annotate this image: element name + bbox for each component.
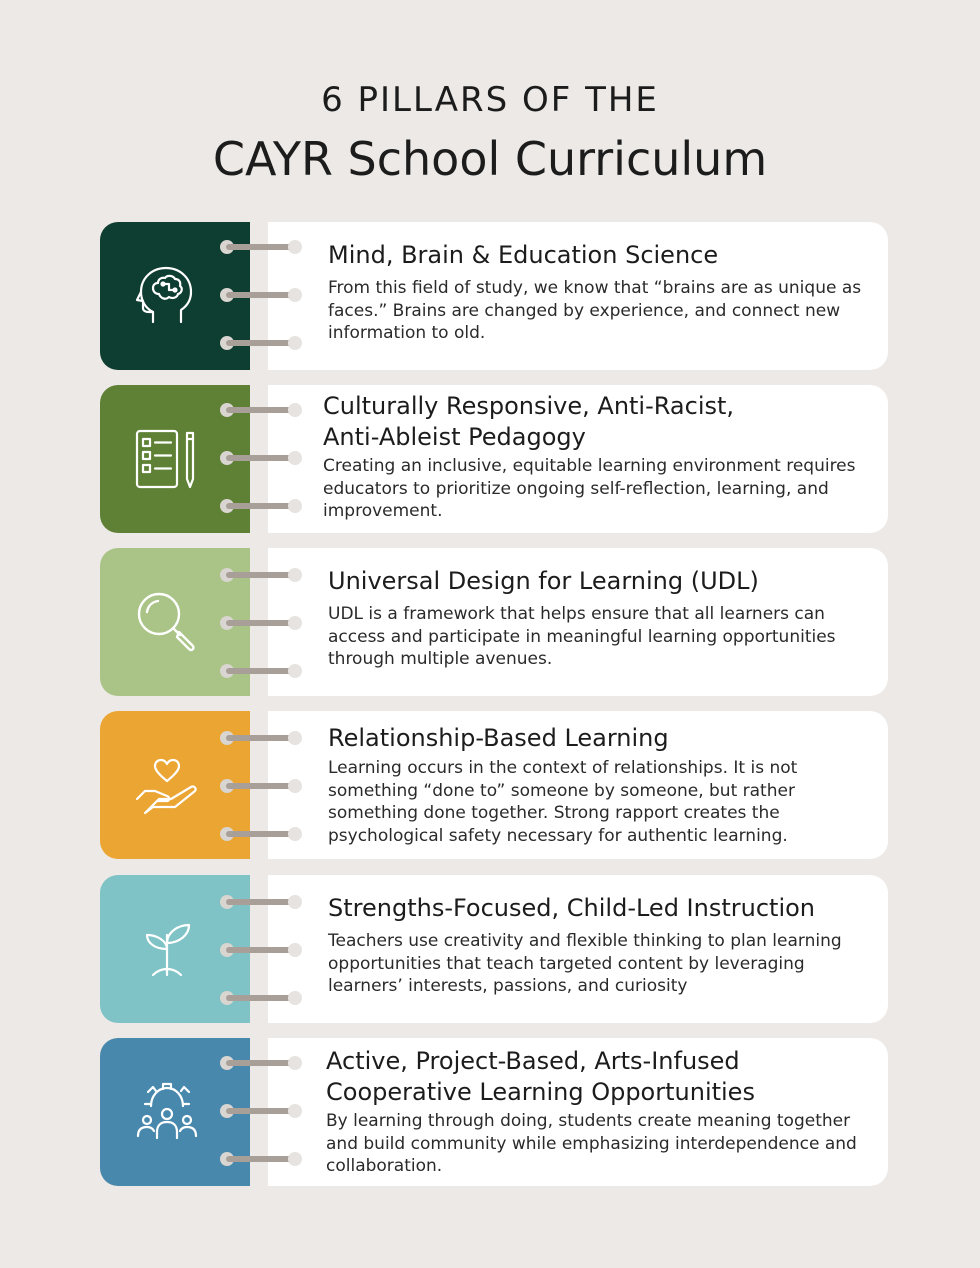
pillar-description: From this field of study, we know that “brains are as unique as faces.” Brains are changed by experience, and connect new information to old. [328, 278, 862, 343]
binder-ring [220, 991, 302, 1005]
pillar-description: Learning occurs in the context of relationships. It is not something “done to” someone by someone, but rather something done together. Strong rapport creates the psychological safety necessary for authentic learning. [328, 758, 798, 846]
binder-ring [220, 1104, 302, 1118]
binder-ring [220, 779, 302, 793]
pillar-card [100, 711, 888, 859]
pillar-content [268, 711, 888, 859]
pillar-description: Teachers use creativity and flexible thinking to plan learning opportunities that teach targeted content by leveraging learners’ interests, passions, and curiosity [328, 931, 842, 996]
binder-ring [220, 451, 302, 465]
binder-ring [220, 1152, 302, 1166]
pillar-card [100, 222, 888, 370]
binder-ring [220, 568, 302, 582]
binder-ring [220, 664, 302, 678]
pillar-title: Universal Design for Learning (UDL) [328, 567, 759, 595]
pillar-content [268, 875, 888, 1023]
binder-ring [220, 499, 302, 513]
binder-ring [220, 403, 302, 417]
binder-ring [220, 336, 302, 350]
pillar-title: Relationship-Based Learning [328, 724, 669, 752]
page-title: CAYR School Curriculum [212, 132, 768, 186]
binder-ring [220, 827, 302, 841]
gear-people-icon [131, 1076, 203, 1148]
binder-ring [220, 288, 302, 302]
pillar-description: Creating an inclusive, equitable learning environment requires educators to prioritize ongoing self-reflection, learning, and improvement. [323, 456, 856, 521]
checklist-pencil-icon [131, 423, 203, 495]
pillar-title: Mind, Brain & Education Science [328, 241, 719, 269]
binder-ring [220, 895, 302, 909]
brain-head-icon [131, 260, 203, 332]
binder-ring [220, 616, 302, 630]
pillar-description: By learning through doing, students create meaning together and build community while emphasizing interdependence and collaboration. [326, 1111, 857, 1176]
pillar-card [100, 548, 888, 696]
binder-ring [220, 731, 302, 745]
pillar-description: UDL is a framework that helps ensure that all learners can access and participate in meaningful learning opportunities through multiple avenues. [328, 604, 836, 669]
binder-ring [220, 943, 302, 957]
heart-hand-icon [131, 749, 203, 821]
pillar-title: Active, Project-Based, Arts-Infused Cooperative Learning Opportunities [326, 1047, 755, 1106]
magnifying-glass-icon [131, 586, 203, 658]
sprout-icon [131, 913, 203, 985]
pillar-content [268, 222, 888, 370]
pillar-title: Strengths-Focused, Child-Led Instruction [328, 894, 816, 922]
binder-ring [220, 240, 302, 254]
pillar-title: Culturally Responsive, Anti-Racist, Anti-Ableist Pedagogy [323, 392, 735, 451]
binder-ring [220, 1056, 302, 1070]
pillar-content [268, 385, 888, 533]
pillar-content [268, 548, 888, 696]
pillar-card [100, 875, 888, 1023]
pillar-card [100, 385, 888, 533]
pillar-content [268, 1038, 888, 1186]
pillar-card [100, 1038, 888, 1186]
header-subtitle: 6 PILLARS OF THE [321, 80, 659, 120]
